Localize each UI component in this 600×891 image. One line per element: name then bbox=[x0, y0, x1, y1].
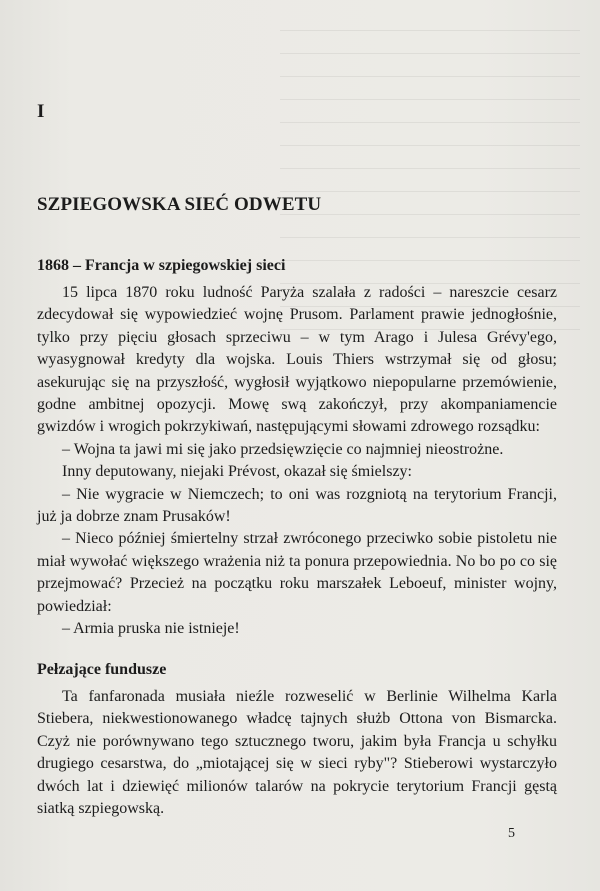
section-1-body bbox=[37, 282, 557, 641]
paragraph: – Wojna ta jawi mi się jako przedsięwzięcie co najmniej nieostrożne. bbox=[62, 440, 504, 458]
page-number: 5 bbox=[508, 826, 515, 841]
paragraph: 15 lipca 1870 roku ludność Paryża szalała z radości – nareszcie cesarz zdecydował się wypowiedzieć wojnę Prusom. Parlament prawie jednogłośnie, tylko przy pięciu głosach sprzeciwu – w tym Arago i Julesa Grévy'ego, wyasygnował kredyty dla wojska. Louis Thiers wstrzymał się od głosu; asekurując się na przyszłość, wygłosił wyjątkowo niepopularne przemówienie, godne ambitnej opozycji. Mowę swą zakończył, przy akompaniamencie gwizdów i wrogich pokrzykiwań, następującymi słowami zdrowego rozsądku: bbox=[37, 284, 557, 436]
paragraph: Ta fanfaronada musiała nieźle rozweselić w Berlinie Wilhelma Karla Stiebera, niekwestionowanego władcę tajnych służb Ottona von Bismarcka. Czyż nie porównywano tego sztucznego tworu, jakim była Francja u schyłku drugiego cesarstwa, do „miotającej się w sieci ryby"? Stieberowi wystarczyło dwóch lat i dziewięć milionów talarów na pokrycie terytorium Francji gęstą siatką szpiegowską. bbox=[37, 688, 557, 818]
chapter-title: SZPIEGOWSKA SIEĆ ODWETU bbox=[37, 194, 322, 215]
paragraph: Inny deputowany, niejaki Prévost, okazał się śmielszy: bbox=[62, 463, 412, 481]
section-heading-1868: 1868 – Francja w szpiegowskiej sieci bbox=[37, 257, 286, 274]
paragraph: – Nieco później śmiertelny strzał zwróconego przeciwko sobie pistoletu nie miał wywołać większego wrażenia niż ta ponura przepowiednia. No bo po co się przejmować? Przecież na początku roku marszałek Leboeuf, minister wojny, powiedział: bbox=[37, 530, 557, 615]
section-2-body bbox=[37, 686, 557, 820]
section-heading-fundusze: Pełzające fundusze bbox=[37, 661, 167, 678]
chapter-number: I bbox=[37, 101, 45, 122]
paragraph: – Armia pruska nie istnieje! bbox=[62, 620, 240, 638]
paragraph: – Nie wygracie w Niemczech; to oni was rozgniotą na terytorium Francji, już ja dobrze znam Prusaków! bbox=[37, 485, 557, 526]
